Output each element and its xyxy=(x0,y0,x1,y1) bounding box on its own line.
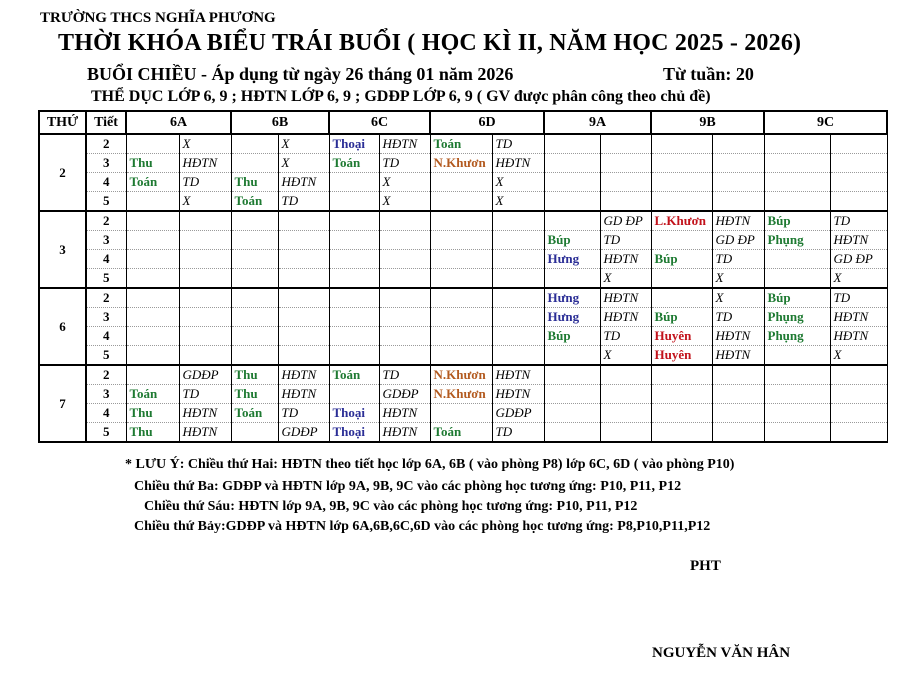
session-line xyxy=(87,64,754,85)
teacher-cell xyxy=(544,423,600,443)
teacher-cell xyxy=(544,365,600,385)
subject-cell xyxy=(379,250,430,269)
teacher-cell xyxy=(544,211,600,231)
subject-cell xyxy=(379,269,430,289)
teacher-cell xyxy=(651,134,712,154)
teacher-cell xyxy=(231,154,278,173)
subject-cell: HĐTN xyxy=(278,365,329,385)
subject-cell xyxy=(492,346,544,366)
teacher-cell: N.Khươn xyxy=(430,365,492,385)
teacher-cell xyxy=(430,308,492,327)
subject-cell xyxy=(492,288,544,308)
teacher-cell: Phụng xyxy=(764,308,830,327)
subject-cell: HĐTN xyxy=(492,365,544,385)
subject-cell: GD ĐP xyxy=(600,211,651,231)
teacher-cell xyxy=(430,288,492,308)
subject-cell xyxy=(600,173,651,192)
subject-cell xyxy=(492,250,544,269)
subject-cell: X xyxy=(492,192,544,212)
table-row xyxy=(39,288,887,308)
subject-cell xyxy=(600,154,651,173)
teacher-cell: Thu xyxy=(231,173,278,192)
table-row xyxy=(39,154,887,173)
subject-cell xyxy=(712,404,764,423)
period-number: 4 xyxy=(86,327,126,346)
teacher-cell xyxy=(329,288,379,308)
subject-cell: TD xyxy=(179,385,231,404)
subject-cell xyxy=(600,385,651,404)
subject-cell xyxy=(830,173,887,192)
period-number: 5 xyxy=(86,346,126,366)
teacher-cell xyxy=(544,134,600,154)
table-row xyxy=(39,423,887,443)
subject-cell xyxy=(600,192,651,212)
subject-cell: X xyxy=(712,269,764,289)
table-row xyxy=(39,385,887,404)
teacher-cell xyxy=(764,192,830,212)
subject-cell xyxy=(830,134,887,154)
teacher-cell: Thu xyxy=(126,404,179,423)
teacher-cell xyxy=(430,404,492,423)
subject-cell: X xyxy=(600,346,651,366)
teacher-cell xyxy=(231,423,278,443)
subject-cell: TD xyxy=(830,288,887,308)
col-header-class-6d: 6D xyxy=(430,111,544,134)
teacher-cell: Hưng xyxy=(544,250,600,269)
teacher-cell xyxy=(231,231,278,250)
teacher-cell xyxy=(764,134,830,154)
subject-cell xyxy=(179,231,231,250)
subject-cell: GDĐP xyxy=(492,404,544,423)
subject-cell xyxy=(278,308,329,327)
period-number: 2 xyxy=(86,134,126,154)
subject-cell xyxy=(278,231,329,250)
teacher-cell xyxy=(651,269,712,289)
table-row xyxy=(39,365,887,385)
period-number: 4 xyxy=(86,173,126,192)
period-number: 5 xyxy=(86,423,126,443)
teacher-cell: N.Khươn xyxy=(430,385,492,404)
subject-cell: HĐTN xyxy=(179,154,231,173)
subject-cell: HĐTN xyxy=(600,308,651,327)
teacher-cell xyxy=(329,250,379,269)
subject-cell: TD xyxy=(379,154,430,173)
teacher-cell xyxy=(764,154,830,173)
teacher-cell xyxy=(651,365,712,385)
table-row xyxy=(39,308,887,327)
teacher-cell xyxy=(126,288,179,308)
period-number: 2 xyxy=(86,288,126,308)
subject-cell: HĐTN xyxy=(379,423,430,443)
teacher-cell xyxy=(126,327,179,346)
teacher-cell: Toán xyxy=(329,154,379,173)
subject-cell xyxy=(600,423,651,443)
page-title: THỜI KHÓA BIỂU TRÁI BUỔI ( HỌC KÌ II, NĂM HỌC 2025 - 2026) xyxy=(58,30,802,56)
signer-name: NGUYỄN VĂN HÂN xyxy=(652,645,791,661)
teacher-cell: Hưng xyxy=(544,288,600,308)
teacher-cell xyxy=(430,231,492,250)
day-number: 3 xyxy=(39,211,86,288)
table-row xyxy=(39,192,887,212)
teacher-cell xyxy=(764,423,830,443)
subject-cell xyxy=(379,288,430,308)
note-line: * LƯU Ý: Chiều thứ Hai: HĐTN theo tiết học lớp 6A, 6B ( vào phòng P8) lớp 6C, 6D ( vào phòng P10) xyxy=(125,457,735,472)
subject-cell: HĐTN xyxy=(278,173,329,192)
timetable-body xyxy=(39,134,887,442)
subtitle: THỂ DỤC LỚP 6, 9 ; HĐTN LỚP 6, 9 ; GDĐP LỚP 6, 9 ( GV được phân công theo chủ đề) xyxy=(91,88,711,105)
teacher-cell: Hưng xyxy=(544,308,600,327)
school-name: TRƯỜNG THCS NGHĨA PHƯƠNG xyxy=(40,10,276,26)
subject-cell: X xyxy=(278,134,329,154)
period-number: 2 xyxy=(86,211,126,231)
teacher-cell xyxy=(651,404,712,423)
col-header-class-9c: 9C xyxy=(764,111,887,134)
subject-cell: HĐTN xyxy=(830,308,887,327)
subject-cell xyxy=(379,346,430,366)
subject-cell xyxy=(492,269,544,289)
subject-cell xyxy=(179,327,231,346)
teacher-cell: Thoại xyxy=(329,404,379,423)
subject-cell: TD xyxy=(492,134,544,154)
subject-cell: HĐTN xyxy=(712,327,764,346)
subject-cell xyxy=(278,327,329,346)
col-header-class-9b: 9B xyxy=(651,111,764,134)
period-number: 4 xyxy=(86,250,126,269)
subject-cell xyxy=(830,385,887,404)
teacher-cell xyxy=(651,288,712,308)
teacher-cell xyxy=(430,192,492,212)
teacher-cell xyxy=(231,211,278,231)
teacher-cell: Búp xyxy=(651,250,712,269)
subject-cell xyxy=(712,365,764,385)
subject-cell xyxy=(830,365,887,385)
teacher-cell xyxy=(544,346,600,366)
subject-cell: GDĐP xyxy=(379,385,430,404)
teacher-cell: Toán xyxy=(231,192,278,212)
subject-cell: TD xyxy=(179,173,231,192)
subject-cell: X xyxy=(179,134,231,154)
teacher-cell xyxy=(544,192,600,212)
subject-cell xyxy=(830,423,887,443)
teacher-cell xyxy=(651,173,712,192)
subject-cell xyxy=(179,211,231,231)
teacher-cell: Toán xyxy=(430,134,492,154)
subject-cell: X xyxy=(600,269,651,289)
teacher-cell xyxy=(651,385,712,404)
teacher-cell xyxy=(329,192,379,212)
subject-cell: X xyxy=(379,173,430,192)
teacher-cell xyxy=(329,173,379,192)
teacher-cell: Thu xyxy=(231,365,278,385)
subject-cell xyxy=(492,308,544,327)
header-row xyxy=(39,111,887,134)
teacher-cell: Thoại xyxy=(329,134,379,154)
teacher-cell: Thu xyxy=(231,385,278,404)
subject-cell xyxy=(712,423,764,443)
teacher-cell: Thu xyxy=(126,423,179,443)
table-row xyxy=(39,250,887,269)
subject-cell: X xyxy=(492,173,544,192)
subject-cell xyxy=(600,134,651,154)
timetable xyxy=(38,110,888,443)
teacher-cell xyxy=(231,346,278,366)
teacher-cell: Toán xyxy=(126,173,179,192)
week-label: Từ tuần: 20 xyxy=(663,64,754,84)
teacher-cell xyxy=(544,404,600,423)
teacher-cell xyxy=(329,327,379,346)
subject-cell: GD ĐP xyxy=(830,250,887,269)
subject-cell xyxy=(179,288,231,308)
teacher-cell: Phụng xyxy=(764,327,830,346)
subject-cell: X xyxy=(179,192,231,212)
teacher-cell xyxy=(329,308,379,327)
subject-cell: HĐTN xyxy=(379,404,430,423)
table-row xyxy=(39,327,887,346)
teacher-cell xyxy=(764,269,830,289)
subject-cell xyxy=(278,269,329,289)
subject-cell: HĐTN xyxy=(712,346,764,366)
subject-cell: TD xyxy=(492,423,544,443)
teacher-cell: N.Khươn xyxy=(430,154,492,173)
day-number: 6 xyxy=(39,288,86,365)
teacher-cell xyxy=(126,269,179,289)
teacher-cell xyxy=(329,211,379,231)
subject-cell xyxy=(492,327,544,346)
subject-cell: HĐTN xyxy=(600,288,651,308)
teacher-cell xyxy=(651,423,712,443)
subject-cell xyxy=(712,173,764,192)
col-header-class-6a: 6A xyxy=(126,111,231,134)
teacher-cell xyxy=(651,231,712,250)
teacher-cell xyxy=(764,365,830,385)
teacher-cell xyxy=(430,173,492,192)
teacher-cell xyxy=(231,288,278,308)
subject-cell: X xyxy=(379,192,430,212)
teacher-cell xyxy=(764,173,830,192)
subject-cell: X xyxy=(712,288,764,308)
teacher-cell xyxy=(231,327,278,346)
subject-cell xyxy=(379,231,430,250)
teacher-cell xyxy=(430,269,492,289)
subject-cell xyxy=(179,250,231,269)
teacher-cell xyxy=(231,308,278,327)
table-row xyxy=(39,404,887,423)
teacher-cell xyxy=(231,250,278,269)
period-number: 3 xyxy=(86,154,126,173)
subject-cell xyxy=(712,192,764,212)
subject-cell: X xyxy=(830,269,887,289)
teacher-cell xyxy=(764,250,830,269)
teacher-cell: Toán xyxy=(329,365,379,385)
col-header-class-6c: 6C xyxy=(329,111,430,134)
teacher-cell: Búp xyxy=(764,211,830,231)
subject-cell: HĐTN xyxy=(830,231,887,250)
teacher-cell xyxy=(329,346,379,366)
teacher-cell: Phụng xyxy=(764,231,830,250)
subject-cell: TD xyxy=(278,404,329,423)
teacher-cell: Toán xyxy=(231,404,278,423)
teacher-cell xyxy=(430,327,492,346)
period-number: 3 xyxy=(86,385,126,404)
teacher-cell: Búp xyxy=(651,308,712,327)
subject-cell: HĐTN xyxy=(712,211,764,231)
subject-cell xyxy=(492,211,544,231)
teacher-cell: Búp xyxy=(544,327,600,346)
period-number: 3 xyxy=(86,308,126,327)
table-row xyxy=(39,231,887,250)
teacher-cell: Thoại xyxy=(329,423,379,443)
col-header-class-9a: 9A xyxy=(544,111,651,134)
teacher-cell xyxy=(126,192,179,212)
subject-cell: HĐTN xyxy=(379,134,430,154)
period-number: 3 xyxy=(86,231,126,250)
subject-cell: GD ĐP xyxy=(712,231,764,250)
teacher-cell: Thu xyxy=(126,154,179,173)
subject-cell xyxy=(712,134,764,154)
subject-cell: TD xyxy=(278,192,329,212)
teacher-cell xyxy=(764,385,830,404)
subject-cell: GDĐP xyxy=(278,423,329,443)
teacher-cell xyxy=(764,346,830,366)
col-header-day: THỨ xyxy=(39,111,86,134)
session-date: BUỔI CHIỀU - Áp dụng từ ngày 26 tháng 01 năm 2026 xyxy=(87,64,514,84)
note-line: Chiều thứ Sáu: HĐTN lớp 9A, 9B, 9C vào các phòng học tương ứng: P10, P11, P12 xyxy=(144,499,638,514)
teacher-cell xyxy=(651,192,712,212)
subject-cell xyxy=(278,211,329,231)
teacher-cell: L.Khươn xyxy=(651,211,712,231)
teacher-cell xyxy=(329,269,379,289)
subject-cell xyxy=(179,346,231,366)
period-number: 5 xyxy=(86,269,126,289)
teacher-cell xyxy=(430,211,492,231)
subject-cell: TD xyxy=(830,211,887,231)
teacher-cell: Toán xyxy=(126,385,179,404)
subject-cell xyxy=(830,154,887,173)
teacher-cell xyxy=(544,154,600,173)
subject-cell xyxy=(278,346,329,366)
subject-cell xyxy=(600,365,651,385)
teacher-cell xyxy=(126,250,179,269)
subject-cell: TD xyxy=(712,250,764,269)
teacher-cell xyxy=(231,269,278,289)
note-line: Chiều thứ Ba: GDĐP và HĐTN lớp 9A, 9B, 9C vào các phòng học tương ứng: P10, P11, P12 xyxy=(134,479,682,494)
note-line: Chiều thứ Bảy:GDĐP và HĐTN lớp 6A,6B,6C,6D vào các phòng học tương ứng: P8,P10,P11,P12 xyxy=(134,519,711,534)
subject-cell xyxy=(600,404,651,423)
subject-cell: GDĐP xyxy=(179,365,231,385)
teacher-cell xyxy=(126,308,179,327)
subject-cell: X xyxy=(830,346,887,366)
subject-cell xyxy=(278,288,329,308)
teacher-cell: Búp xyxy=(544,231,600,250)
teacher-cell: Huyên xyxy=(651,327,712,346)
teacher-cell xyxy=(231,134,278,154)
subject-cell: TD xyxy=(379,365,430,385)
teacher-cell xyxy=(329,385,379,404)
subject-cell: HĐTN xyxy=(830,327,887,346)
subject-cell xyxy=(179,308,231,327)
table-row xyxy=(39,346,887,366)
col-header-class-6b: 6B xyxy=(231,111,329,134)
teacher-cell xyxy=(430,250,492,269)
teacher-cell xyxy=(764,404,830,423)
subject-cell: X xyxy=(278,154,329,173)
subject-cell: HĐTN xyxy=(492,385,544,404)
subject-cell xyxy=(712,385,764,404)
subject-cell: HĐTN xyxy=(600,250,651,269)
table-row xyxy=(39,173,887,192)
subject-cell: HĐTN xyxy=(278,385,329,404)
teacher-cell xyxy=(126,346,179,366)
subject-cell: HĐTN xyxy=(179,404,231,423)
teacher-cell xyxy=(126,231,179,250)
col-header-period: Tiết xyxy=(86,111,126,134)
teacher-cell xyxy=(329,231,379,250)
day-number: 7 xyxy=(39,365,86,442)
signer-role: PHT xyxy=(690,558,721,574)
teacher-cell: Búp xyxy=(764,288,830,308)
day-number: 2 xyxy=(39,134,86,211)
teacher-cell xyxy=(544,173,600,192)
teacher-cell: Huyên xyxy=(651,346,712,366)
teacher-cell xyxy=(544,385,600,404)
subject-cell xyxy=(379,211,430,231)
teacher-cell: Toán xyxy=(430,423,492,443)
period-number: 4 xyxy=(86,404,126,423)
teacher-cell xyxy=(126,365,179,385)
table-row xyxy=(39,134,887,154)
period-number: 2 xyxy=(86,365,126,385)
teacher-cell xyxy=(430,346,492,366)
subject-cell xyxy=(379,308,430,327)
table-row xyxy=(39,269,887,289)
subject-cell xyxy=(379,327,430,346)
subject-cell xyxy=(492,231,544,250)
subject-cell xyxy=(179,269,231,289)
table-row xyxy=(39,211,887,231)
subject-cell xyxy=(830,192,887,212)
subject-cell: TD xyxy=(712,308,764,327)
teacher-cell xyxy=(126,211,179,231)
subject-cell: TD xyxy=(600,327,651,346)
subject-cell xyxy=(278,250,329,269)
teacher-cell xyxy=(126,134,179,154)
period-number: 5 xyxy=(86,192,126,212)
subject-cell: HĐTN xyxy=(492,154,544,173)
teacher-cell xyxy=(544,269,600,289)
subject-cell: HĐTN xyxy=(179,423,231,443)
subject-cell xyxy=(830,404,887,423)
subject-cell xyxy=(712,154,764,173)
subject-cell: TD xyxy=(600,231,651,250)
teacher-cell xyxy=(651,154,712,173)
